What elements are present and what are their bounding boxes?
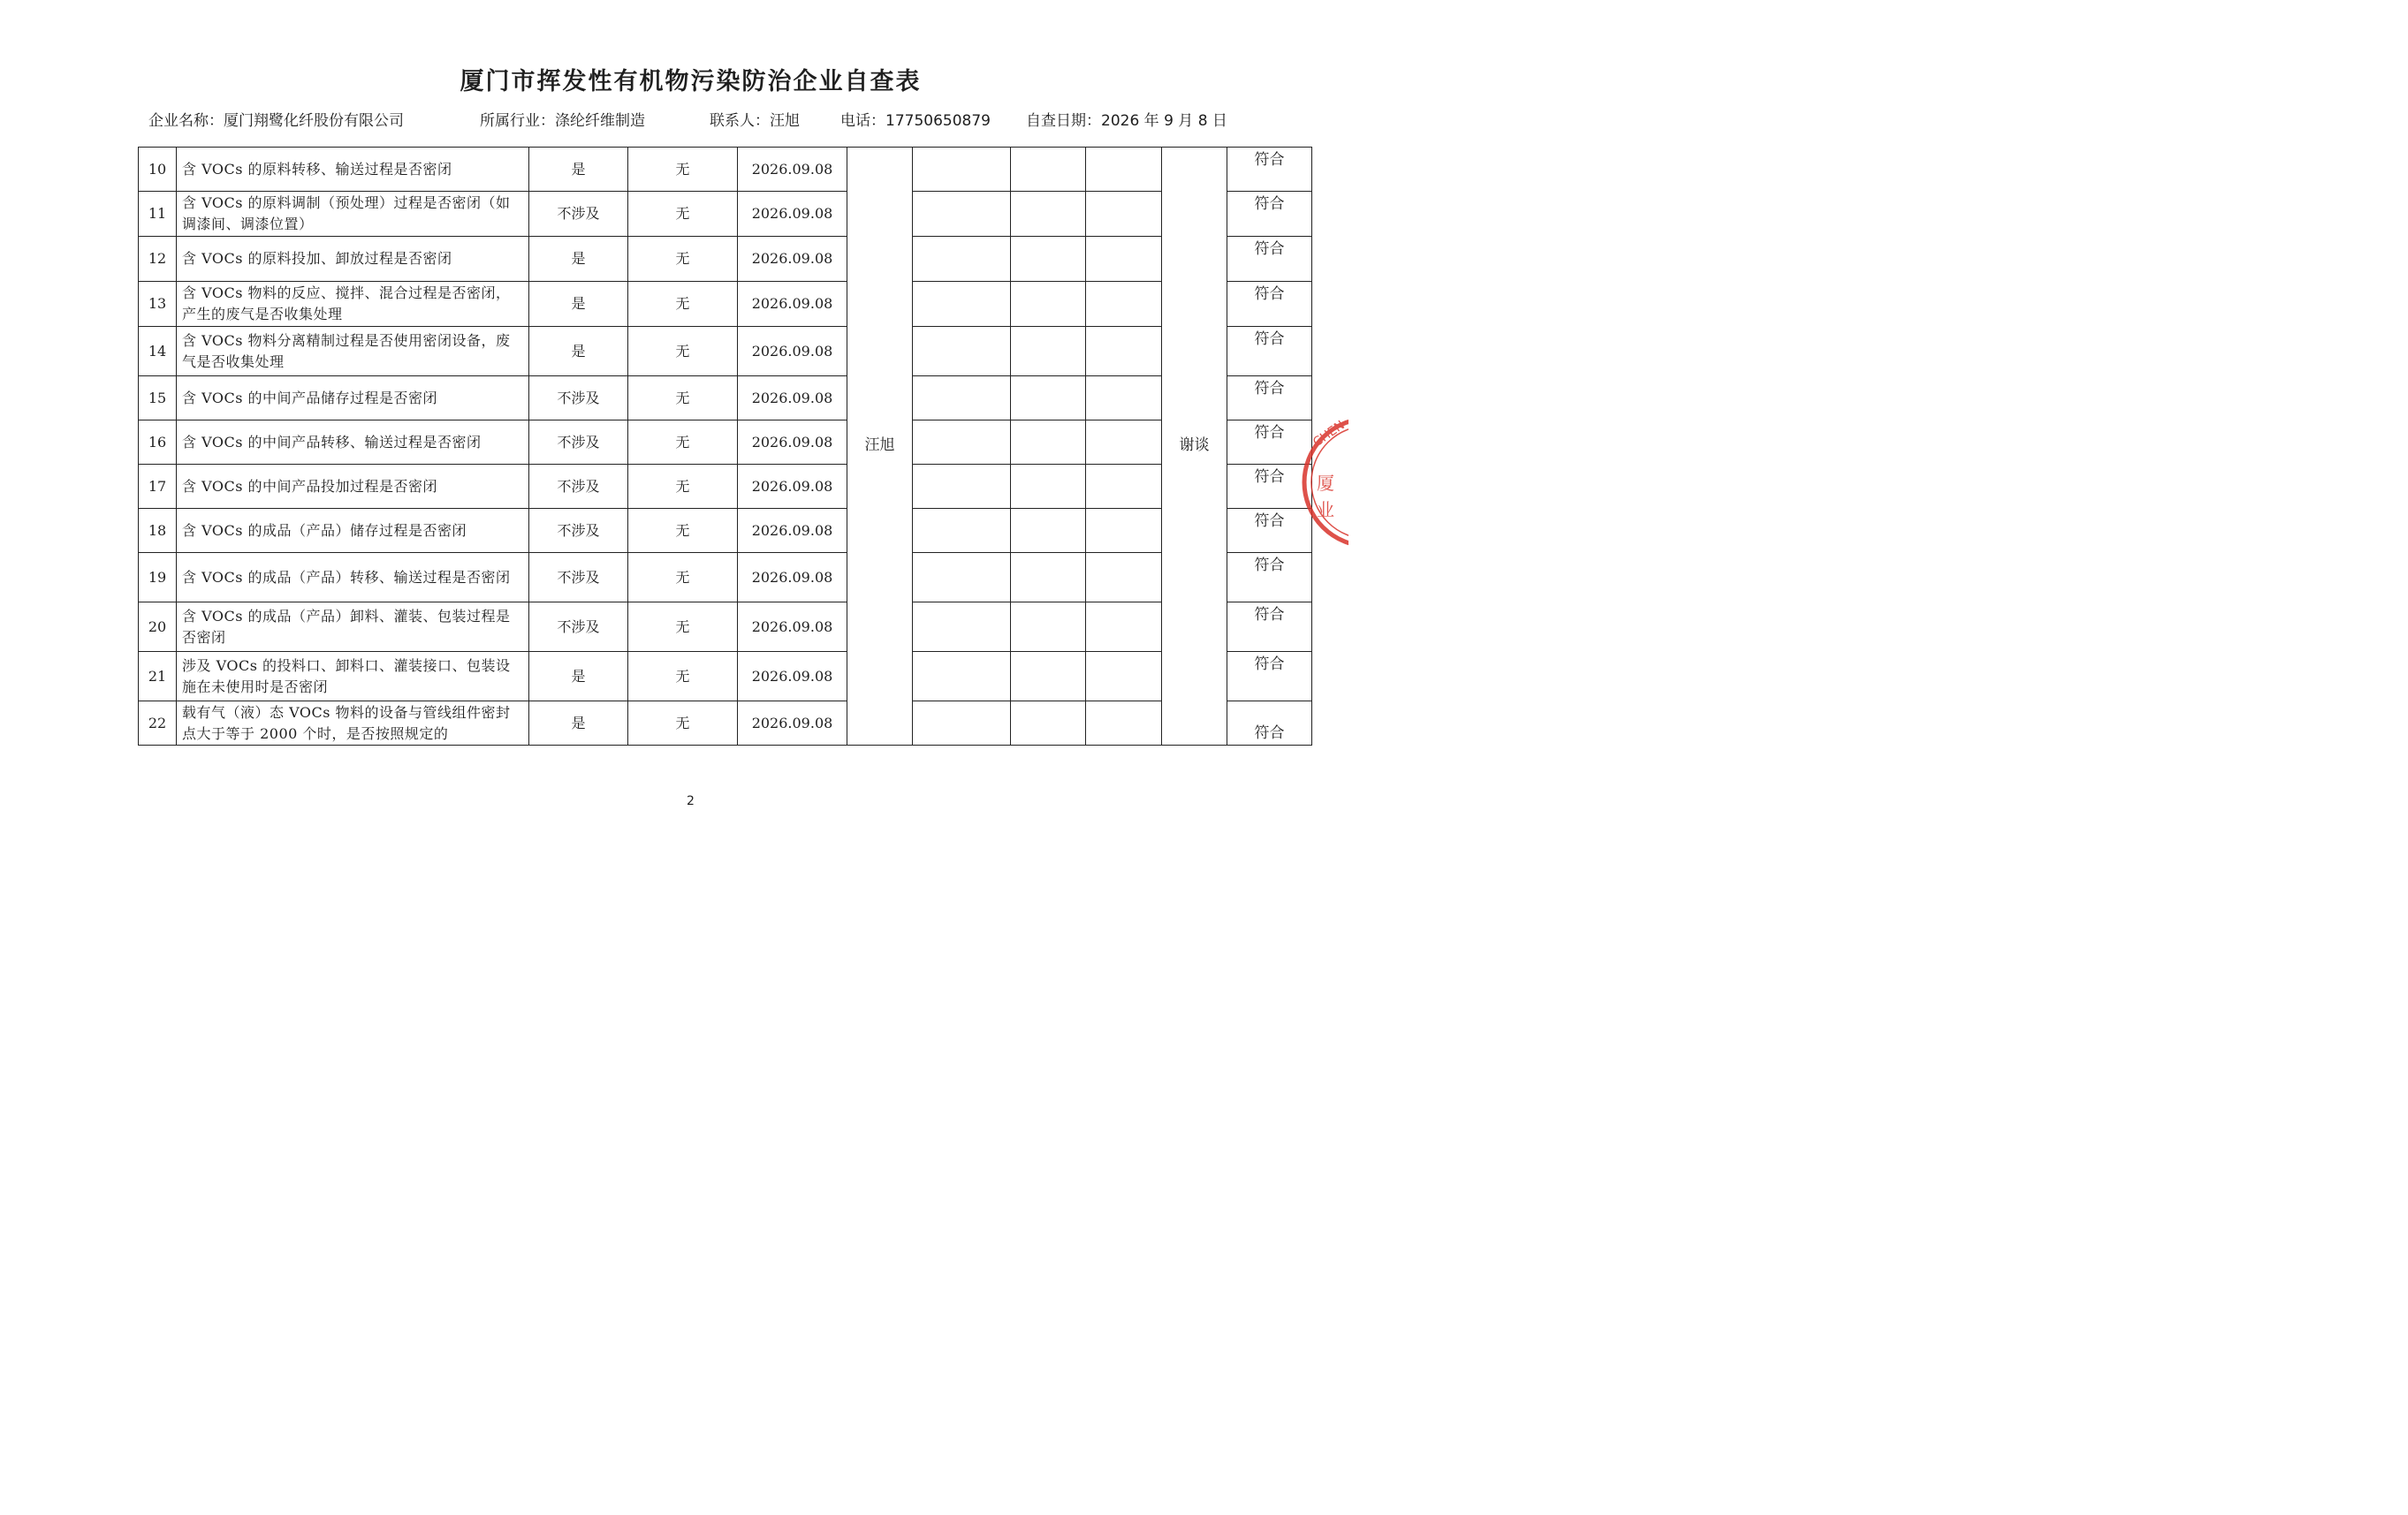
result-cell: 符合 [1227,465,1312,509]
empty-cell [913,237,1011,282]
row-number: 20 [139,602,177,652]
table-row [139,465,1312,509]
empty-cell [913,602,1011,652]
compliance-status: 是 [529,237,628,282]
check-item: 含 VOCs 的中间产品投加过程是否密闭 [177,465,529,509]
empty-cell [1011,192,1086,237]
compliance-status: 是 [529,701,628,746]
row-number: 17 [139,465,177,509]
empty-cell [1011,327,1086,376]
check-item: 含 VOCs 物料分离精制过程是否使用密闭设备，废气是否收集处理 [177,327,529,376]
row-number: 18 [139,509,177,553]
empty-cell [1086,192,1162,237]
check-item: 载有气（液）态 VOCs 物料的设备与管线组件密封点大于等于 2000 个时，是否按照规定的 [177,701,529,746]
issue-found: 无 [628,282,738,327]
empty-cell [1011,553,1086,602]
empty-cell [1011,282,1086,327]
empty-cell [1011,602,1086,652]
verification-method: 谢谈 [1162,148,1227,746]
result-cell: 符合 [1227,148,1312,192]
empty-cell [913,148,1011,192]
empty-cell [913,701,1011,746]
result-cell: 符合 [1227,553,1312,602]
svg-text:CHEN: CHEN [1310,418,1348,451]
empty-cell [1086,652,1162,701]
check-date-cell: 2026.09.08 [738,282,847,327]
result-cell: 符合 [1227,376,1312,420]
empty-cell [1086,553,1162,602]
compliance-status: 不涉及 [529,465,628,509]
company-name: 企业名称：厦门翔鹭化纤股份有限公司 [148,112,404,130]
check-date-cell: 2026.09.08 [738,701,847,746]
result-cell: 符合 [1227,509,1312,553]
empty-cell [913,553,1011,602]
empty-cell [913,192,1011,237]
compliance-status: 不涉及 [529,602,628,652]
compliance-status: 是 [529,327,628,376]
red-company-seal [1297,412,1348,553]
compliance-status: 不涉及 [529,192,628,237]
row-number: 16 [139,420,177,465]
row-number: 12 [139,237,177,282]
table-row [139,602,1312,652]
check-date-cell: 2026.09.08 [738,327,847,376]
empty-cell [913,465,1011,509]
compliance-status: 是 [529,282,628,327]
row-number: 10 [139,148,177,192]
check-item: 含 VOCs 的成品（产品）储存过程是否密闭 [177,509,529,553]
empty-cell [1086,376,1162,420]
row-number: 19 [139,553,177,602]
issue-found: 无 [628,420,738,465]
check-date-cell: 2026.09.08 [738,148,847,192]
compliance-status: 是 [529,148,628,192]
table-row [139,701,1312,746]
empty-cell [1011,376,1086,420]
empty-cell [1086,602,1162,652]
issue-found: 无 [628,376,738,420]
issue-found: 无 [628,327,738,376]
table-row [139,237,1312,282]
table-row [139,327,1312,376]
issue-found: 无 [628,237,738,282]
issue-found: 无 [628,652,738,701]
check-date-cell: 2026.09.08 [738,376,847,420]
empty-cell [1086,465,1162,509]
check-date-cell: 2026.09.08 [738,652,847,701]
seal-graphic [1297,412,1348,553]
empty-cell [913,652,1011,701]
table-row [139,553,1312,602]
empty-cell [1086,701,1162,746]
check-item: 涉及 VOCs 的投料口、卸料口、灌装接口、包装设施在未使用时是否密闭 [177,652,529,701]
document-title: 厦门市挥发性有机物污染防治企业自查表 [460,68,922,95]
table-row [139,282,1312,327]
empty-cell [913,376,1011,420]
issue-found: 无 [628,553,738,602]
issue-found: 无 [628,701,738,746]
empty-cell [913,327,1011,376]
empty-cell [913,509,1011,553]
row-number: 11 [139,192,177,237]
empty-cell [1011,148,1086,192]
svg-text:业: 业 [1317,499,1334,520]
check-item: 含 VOCs 的原料转移、输送过程是否密闭 [177,148,529,192]
compliance-status: 不涉及 [529,553,628,602]
checker-name: 汪旭 [847,148,913,746]
empty-cell [1086,509,1162,553]
issue-found: 无 [628,509,738,553]
empty-cell [1011,509,1086,553]
issue-found: 无 [628,602,738,652]
row-number: 13 [139,282,177,327]
check-date-cell: 2026.09.08 [738,602,847,652]
empty-cell [1086,282,1162,327]
phone: 电话：17750650879 [840,112,991,130]
table-row [139,420,1312,465]
result-cell: 符合 [1227,237,1312,282]
issue-found: 无 [628,192,738,237]
result-cell: 符合 [1227,652,1312,701]
check-date: 自查日期：2026 年 9 月 8 日 [1026,112,1227,130]
empty-cell [913,420,1011,465]
issue-found: 无 [628,465,738,509]
compliance-status: 是 [529,652,628,701]
result-cell: 符合 [1227,282,1312,327]
check-item: 含 VOCs 的原料投加、卸放过程是否密闭 [177,237,529,282]
document-header [148,108,1244,129]
self-check-table [138,147,1312,746]
page-number: 2 [687,794,695,808]
table-row [139,509,1312,553]
compliance-status: 不涉及 [529,376,628,420]
compliance-status: 不涉及 [529,420,628,465]
result-cell: 符合 [1227,602,1312,652]
empty-cell [913,282,1011,327]
issue-found: 无 [628,148,738,192]
check-date-cell: 2026.09.08 [738,237,847,282]
result-cell: 符合 [1227,327,1312,376]
empty-cell [1011,652,1086,701]
check-item: 含 VOCs 的中间产品转移、输送过程是否密闭 [177,420,529,465]
industry: 所属行业：涤纶纤维制造 [480,112,645,130]
check-date-cell: 2026.09.08 [738,192,847,237]
table-row [139,652,1312,701]
result-cell: 符合 [1227,420,1312,465]
result-cell: 符合 [1227,701,1312,746]
empty-cell [1086,237,1162,282]
check-date-cell: 2026.09.08 [738,420,847,465]
empty-cell [1086,327,1162,376]
check-date-cell: 2026.09.08 [738,465,847,509]
empty-cell [1011,465,1086,509]
result-cell: 符合 [1227,192,1312,237]
table-row [139,376,1312,420]
table-row [139,148,1312,192]
table-row [139,192,1312,237]
row-number: 21 [139,652,177,701]
row-number: 14 [139,327,177,376]
row-number: 22 [139,701,177,746]
empty-cell [1011,420,1086,465]
check-item: 含 VOCs 的中间产品储存过程是否密闭 [177,376,529,420]
svg-text:厦: 厦 [1317,473,1334,494]
check-date-cell: 2026.09.08 [738,553,847,602]
check-date-cell: 2026.09.08 [738,509,847,553]
check-item: 含 VOCs 的原料调制（预处理）过程是否密闭（如调漆间、调漆位置） [177,192,529,237]
check-item: 含 VOCs 物料的反应、搅拌、混合过程是否密闭，产生的废气是否收集处理 [177,282,529,327]
contact-person: 联系人：汪旭 [710,112,800,130]
check-item: 含 VOCs 的成品（产品）转移、输送过程是否密闭 [177,553,529,602]
compliance-status: 不涉及 [529,509,628,553]
empty-cell [1011,701,1086,746]
row-number: 15 [139,376,177,420]
check-item: 含 VOCs 的成品（产品）卸料、灌装、包装过程是否密闭 [177,602,529,652]
empty-cell [1086,148,1162,192]
empty-cell [1011,237,1086,282]
empty-cell [1086,420,1162,465]
